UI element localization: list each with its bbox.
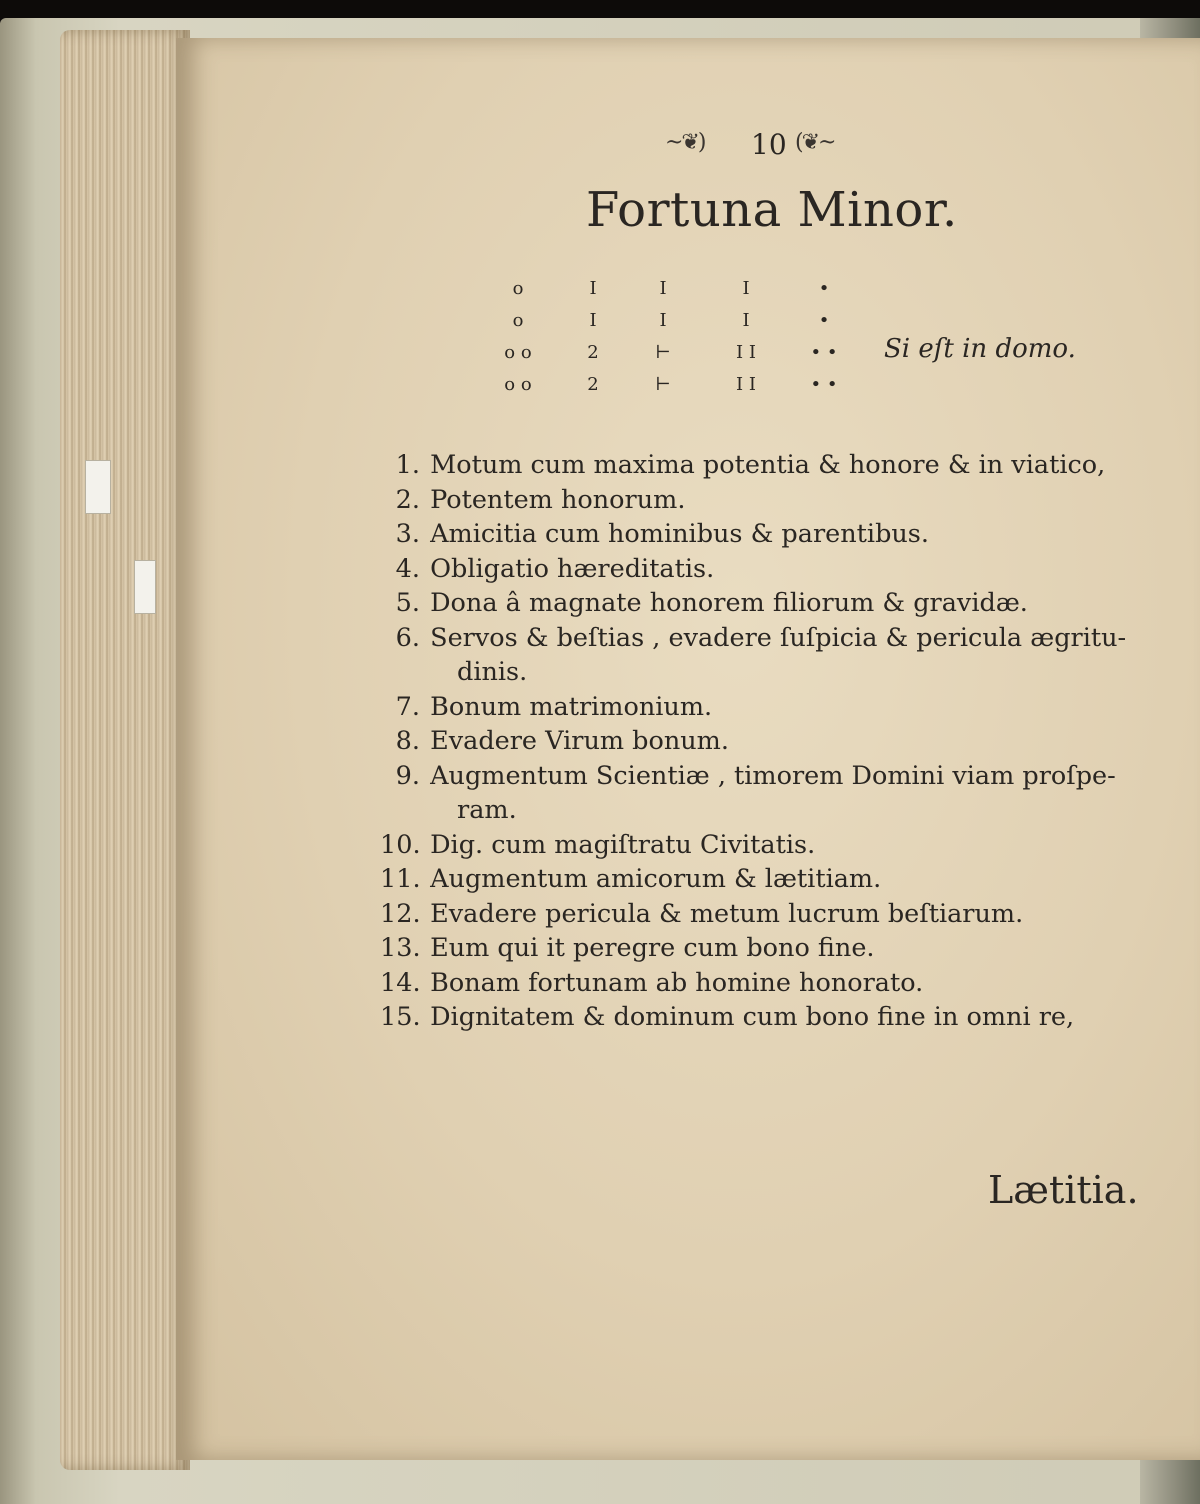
entry-number: 8.	[395, 726, 420, 756]
paper-tab	[134, 560, 156, 614]
entry-text: Dig. cum magiſtratu Civitatis.	[430, 829, 816, 860]
list-item	[380, 966, 1160, 1001]
entry-list	[380, 448, 1160, 1035]
list-item	[380, 759, 1160, 828]
list-item	[380, 552, 1160, 587]
figure-mark: ⊢	[655, 342, 671, 363]
entry-text: Dona â magnate honorem filiorum & gravidæ.	[430, 588, 1028, 618]
entry-text: Amicitia cum hominibus & parentibus.	[430, 519, 930, 549]
figure-column	[565, 278, 621, 408]
page-number: 10	[751, 128, 787, 161]
figure-column	[796, 278, 852, 408]
entry-text: Motum cum maxima potentia & honore & in viatico,	[430, 450, 1106, 480]
entry-number: 1.	[395, 450, 420, 480]
geomantic-figures	[490, 278, 870, 408]
entry-continuation: dinis.	[457, 657, 528, 687]
entry-number: 14.	[380, 967, 421, 998]
list-item	[380, 621, 1160, 690]
figure-mark: o o	[504, 342, 532, 363]
list-item	[380, 517, 1160, 552]
figure-column	[718, 278, 774, 408]
entry-number: 2.	[395, 484, 420, 515]
figure-column	[635, 278, 691, 408]
entry-text: Servos & beſtias , evadere ſuſpicia & pericula ægritu-	[430, 622, 1127, 653]
figure-mark: o o	[504, 374, 532, 395]
figure-mark: I	[589, 278, 597, 299]
list-item	[380, 1000, 1160, 1035]
entry-text: Potentem honorum.	[430, 484, 686, 515]
list-item	[380, 483, 1160, 518]
list-item	[380, 897, 1160, 932]
running-head	[665, 122, 875, 162]
entry-text: Augmentum Scientiæ , timorem Domini viam proſpe-	[430, 760, 1116, 791]
figure-mark: I I	[736, 342, 756, 363]
figure-mark: I	[659, 278, 667, 299]
paper-tab	[85, 460, 111, 514]
entry-text: Bonam fortunam ab homine honorato.	[430, 967, 924, 998]
figure-mark: •	[818, 278, 830, 299]
margin-note: Si eſt in domo.	[884, 334, 1076, 364]
catchword: Lætitia.	[988, 1168, 1139, 1212]
entry-text: Augmentum amicorum & lætitiam.	[430, 864, 882, 894]
figure-mark: I	[742, 278, 750, 299]
entry-number: 12.	[380, 898, 421, 929]
entry-number: 11.	[380, 864, 421, 894]
figure-mark: ⊢	[655, 374, 671, 395]
figure-mark: o	[512, 278, 524, 299]
entry-text: Bonum matrimonium.	[430, 691, 713, 722]
list-item	[380, 586, 1160, 621]
list-item	[380, 828, 1160, 863]
list-item	[380, 862, 1160, 897]
entry-number: 5.	[395, 588, 420, 618]
figure-mark: I	[589, 310, 597, 331]
entry-continuation: ram.	[457, 795, 517, 825]
entry-number: 10.	[380, 829, 421, 860]
entry-number: 9.	[395, 760, 420, 791]
figure-mark: • •	[810, 374, 838, 395]
entry-text: Evadere pericula & metum lucrum beſtiarum.	[430, 898, 1024, 929]
figure-mark: I	[742, 310, 750, 331]
figure-mark: 2	[587, 374, 599, 395]
entry-number: 7.	[395, 691, 420, 722]
entry-number: 13.	[380, 933, 421, 963]
ornament-left: ~❦)	[665, 130, 705, 155]
entry-text: Eum qui it peregre cum bono fine.	[430, 933, 875, 963]
list-item	[380, 690, 1160, 725]
figure-mark: 2	[587, 342, 599, 363]
entry-number: 6.	[395, 622, 420, 653]
figure-mark: • •	[810, 342, 838, 363]
list-item	[380, 724, 1160, 759]
entry-text: Evadere Virum bonum.	[430, 726, 729, 756]
ornament-right: (❦~	[795, 130, 835, 155]
figure-mark: o	[512, 310, 524, 331]
entry-number: 3.	[395, 519, 420, 549]
figure-mark: •	[818, 310, 830, 331]
figure-mark: I I	[736, 374, 756, 395]
entry-text: Dignitatem & dominum cum bono fine in omni re,	[430, 1002, 1075, 1032]
list-item	[380, 931, 1160, 966]
page-title: Fortuna Minor.	[586, 182, 958, 238]
entry-number: 4.	[395, 553, 420, 584]
figure-column	[490, 278, 546, 408]
figure-mark: I	[659, 310, 667, 331]
entry-number: 15.	[380, 1002, 421, 1032]
page-edges	[60, 30, 190, 1470]
entry-text: Obligatio hæreditatis.	[430, 553, 715, 584]
list-item	[380, 448, 1160, 483]
